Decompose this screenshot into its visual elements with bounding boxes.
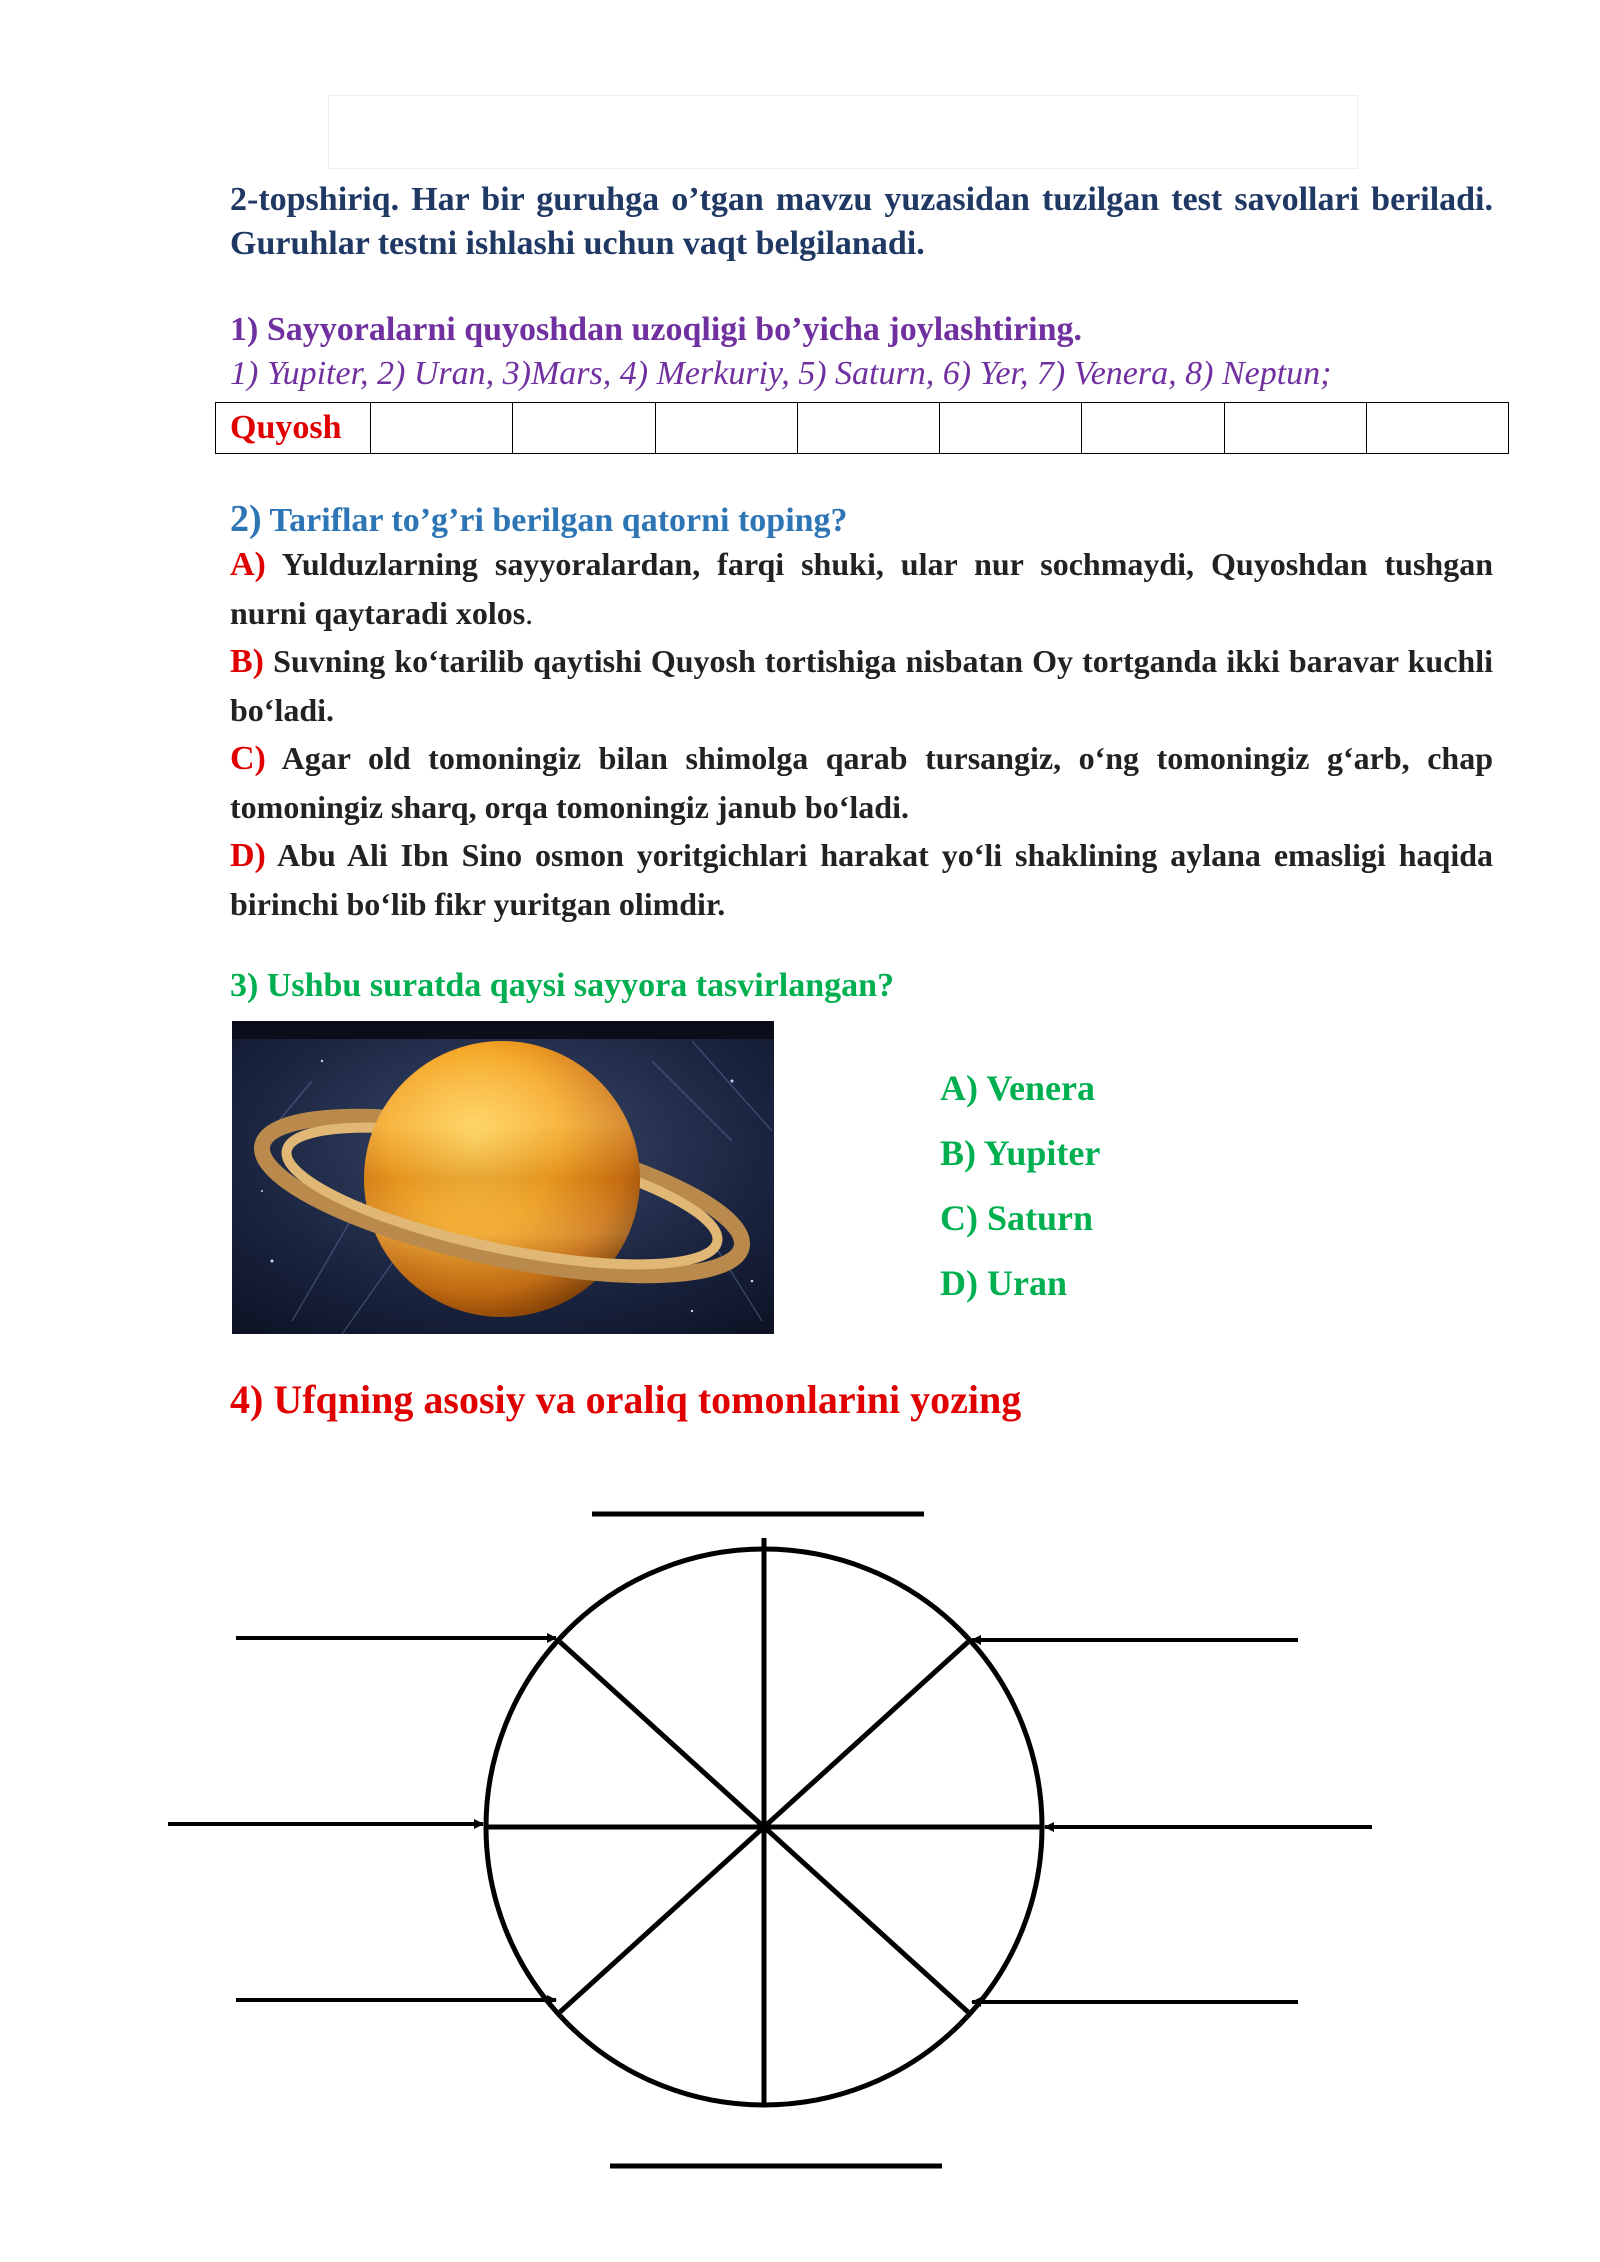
option-letter: C) xyxy=(230,740,266,777)
question-1-planet-list: 1) Yupiter, 2) Uran, 3)Mars, 4) Merkuriy, 5) Saturn, 6) Yer, 7) Venera, 8) Neptun; xyxy=(230,355,1332,392)
question-3-choices xyxy=(940,1056,1100,1316)
table-cell-empty[interactable] xyxy=(513,403,655,454)
option-c xyxy=(230,734,1493,831)
option-text: Abu Ali Ibn Sino osmon yoritgichlari harakat yo‘li shaklining aylana emasligi haqida birinchi bo‘lib fikr yuritgan olimdir. xyxy=(230,837,1494,922)
choice-c[interactable]: C) Saturn xyxy=(940,1198,1094,1238)
question-2-title xyxy=(230,495,1493,545)
table-cell-empty[interactable] xyxy=(797,403,939,454)
question-2-text: Tariflar to’g’ri berilgan qatorni toping? xyxy=(269,502,848,539)
question-1-title: 1) Sayyoralarni quyoshdan uzoqligi bo’yicha joylashtiring. xyxy=(230,311,1083,348)
table-cell-empty[interactable] xyxy=(1224,403,1366,454)
option-text: Agar old tomoningiz bilan shimolga qarab tursangiz, o‘ng tomoningiz g‘arb, chap tomoningiz sharq, orqa tomoningiz janub bo‘ladi. xyxy=(230,740,1494,825)
option-d xyxy=(230,831,1493,928)
option-text: Suvning ko‘tarilib qaytishi Quyosh tortishiga nisbatan Oy tortganda ikki baravar kuchli bo‘ladi. xyxy=(230,643,1494,728)
option-letter: A) xyxy=(230,546,266,583)
choice-b[interactable]: B) Yupiter xyxy=(940,1133,1101,1173)
task-intro: 2-topshiriq. Har bir guruhga o’tgan mavzu yuzasidan tuzilgan test savollari beriladi. Guruhlar testni ishlashi uchun vaqt belgilanadi. xyxy=(230,181,1493,262)
question-3-title: 3) Ushbu suratda qaysi sayyora tasvirlangan? xyxy=(230,967,895,1004)
option-letter: B) xyxy=(230,643,264,680)
question-2-number: 2) xyxy=(230,498,262,540)
table-cell-empty[interactable] xyxy=(1082,403,1224,454)
choice-d[interactable]: D) Uran xyxy=(940,1263,1067,1303)
table-cell-empty[interactable] xyxy=(940,403,1082,454)
choice-a[interactable]: A) Venera xyxy=(940,1068,1095,1108)
option-text: Yulduzlarning sayyoralardan, farqi shuki, ular nur sochmaydi, Quyoshdan tushgan nurni qaytaradi xolos xyxy=(230,546,1494,631)
option-a xyxy=(230,540,1493,637)
option-b xyxy=(230,637,1493,734)
header-box xyxy=(328,95,1358,169)
saturn-image xyxy=(232,1021,774,1334)
table-row xyxy=(216,403,1509,454)
question-4-title: 4) Ufqning asosiy va oraliq tomonlarini yozing xyxy=(230,1377,1022,1422)
table-cell-empty[interactable] xyxy=(655,403,797,454)
table-cell-empty[interactable] xyxy=(1366,403,1508,454)
table-cell-empty[interactable] xyxy=(371,403,513,454)
planet-order-table xyxy=(215,402,1509,454)
table-cell-sun: Quyosh xyxy=(216,403,371,454)
option-tail: . xyxy=(525,595,534,631)
question-2-options xyxy=(230,540,1493,928)
option-letter: D) xyxy=(230,837,266,874)
compass-diagram xyxy=(0,1480,1600,2200)
